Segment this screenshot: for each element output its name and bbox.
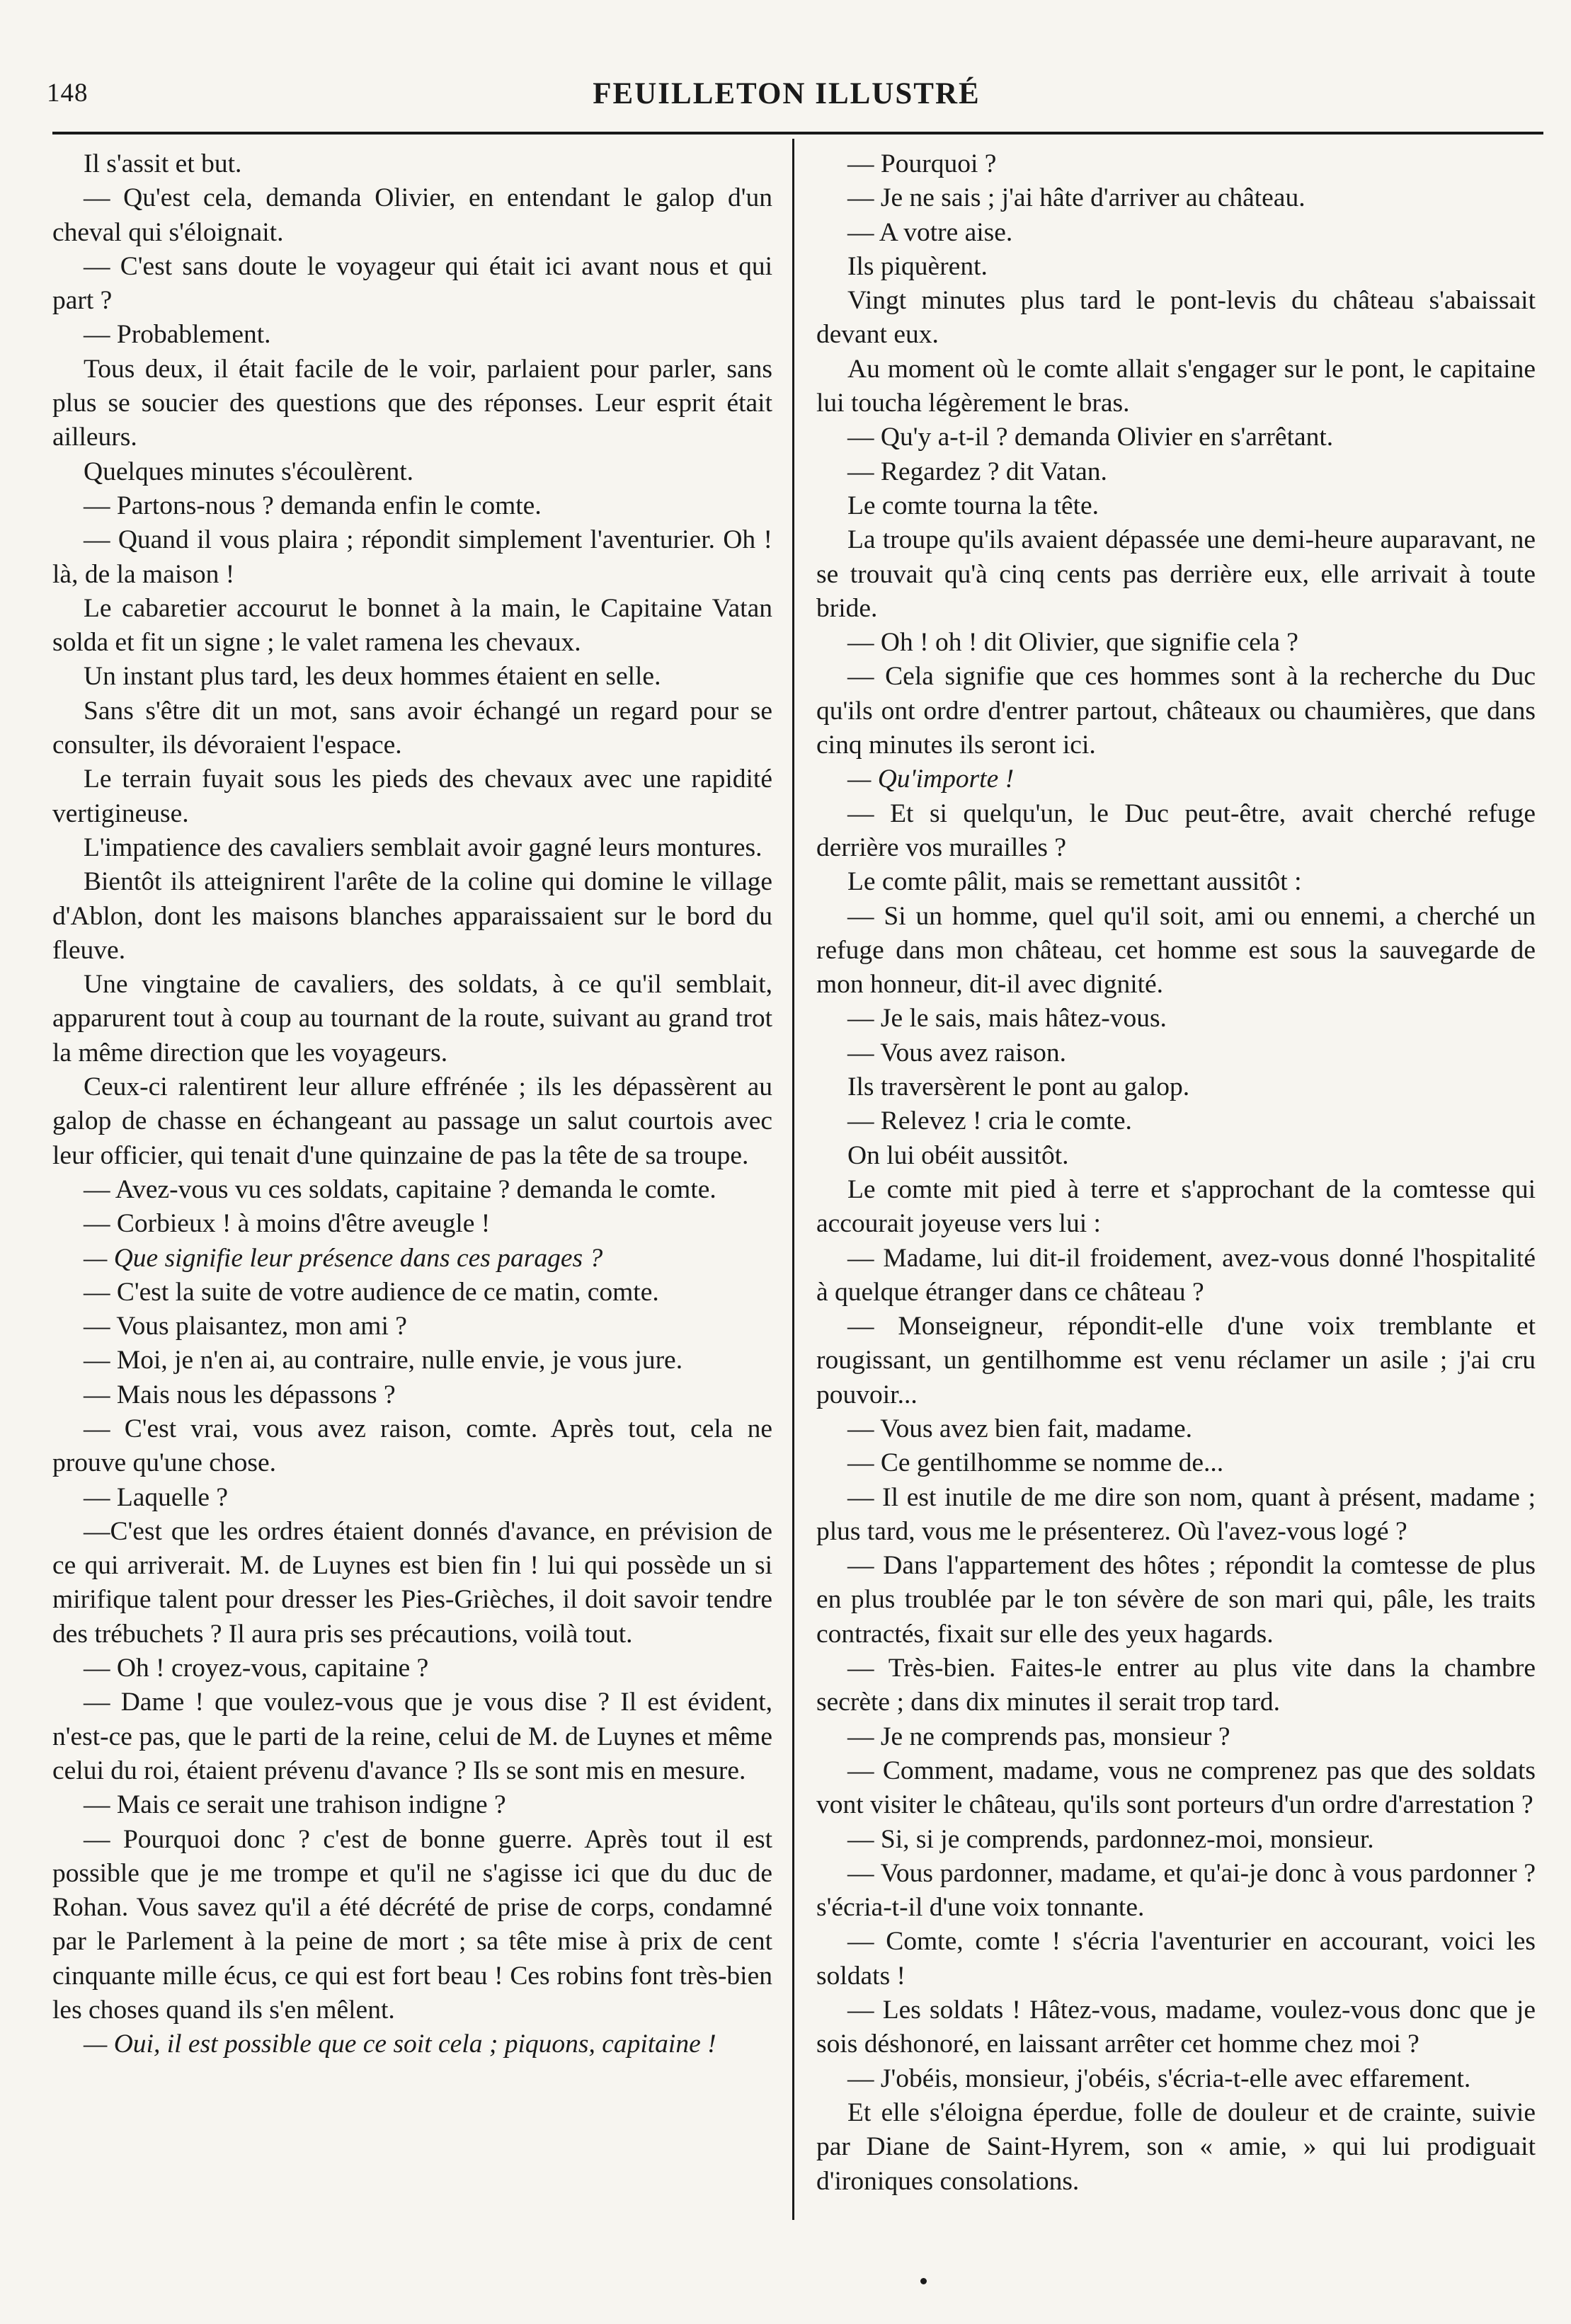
paragraph: Une vingtaine de cavaliers, des soldats, à ce qu'il semblait, apparurent tout à coup au tournant de la route, suivant au grand trot la même direction que les voyageurs.: [52, 970, 772, 1067]
paragraph: Le comte mit pied à terre et s'approchant de la comtesse qui accourait joyeuse vers lui :: [816, 1174, 1536, 1239]
paragraph: — Dans l'appartement des hôtes ; répondit la comtesse de plus en plus troublée par le ton sévère de son mari qui, pâle, les traits contractés, fixait sur elle des yeux hagards.: [816, 1551, 1536, 1649]
paragraph: — C'est vrai, vous avez raison, comte. Après tout, cela ne prouve qu'une chose.: [52, 1414, 772, 1478]
paragraph: Et elle s'éloigna éperdue, folle de douleur et de crainte, suivie par Diane de Saint-Hyrem, son « amie, » qui lui prodiguait d'ironiques consolations.: [816, 2097, 1536, 2196]
paragraph: — Il est inutile de me dire son nom, quant à présent, madame ; plus tard, vous me le présenterez. Où l'avez-vous logé ?: [816, 1482, 1536, 1546]
paragraph: — Partons-nous ? demanda enfin le comte.: [84, 491, 542, 520]
paragraph: — Madame, lui dit-il froidement, avez-vous donné l'hospitalité à quelque étranger dans ce château ?: [816, 1243, 1536, 1307]
paragraph: — Comte, comte ! s'écria l'aventurier en accourant, voici les soldats !: [816, 1927, 1536, 1991]
paragraph: — Monseigneur, répondit-elle d'une voix tremblante et rougissant, un gentilhomme est venu réclamer un asile ; j'ai cru pouvoir...: [816, 1312, 1536, 1409]
paragraph: — Dame ! que voulez-vous que je vous dise ? Il est évident, n'est-ce pas, que le parti de la reine, celui de M. de Luynes et même celui du roi, étaient prévenu d'avance ? Ils se sont mis en mesure.: [52, 1688, 772, 1785]
ornament-dot: [920, 2278, 927, 2284]
paragraph: — Pourquoi donc ? c'est de bonne guerre. Après tout il est possible que je me trompe et qu'il ne s'agisse ici que du duc de Rohan. Vous savez qu'il a été décrété de prise de corps, condamné par le Parlement à la peine de mort ; sa tête mise à prix de cent cinquante mille écus, ce qui est fort beau ! Ces robins font très-bien les choses quand ils s'en mêlent.: [52, 1824, 772, 2025]
page-number: 148: [47, 79, 88, 108]
paragraph: — Quand il vous plaira ; répondit simplement l'aventurier. Oh ! là, de la maison !: [52, 525, 772, 589]
paragraph: La troupe qu'ils avaient dépassée une demi-heure auparavant, ne se trouvait qu'à cinq cents pas derrière eux, elle arrivait à toute bride.: [816, 525, 1536, 623]
paragraph: Le comte tourna la tête.: [847, 491, 1099, 520]
column-divider: [792, 139, 794, 2220]
paragraph: On lui obéit aussitôt.: [847, 1140, 1069, 1170]
paragraph: —C'est que les ordres étaient donnés d'avance, en prévision de ce qui arriverait. M. de Luynes est bien fin ! lui qui possède un si mirifique talent pour dresser les Pies-Grièches, il doit savoir tendre des trébuchets ? Il aura pris ses précautions, voilà tout.: [52, 1516, 772, 1649]
paragraph: Bientôt ils atteignirent l'arête de la coline qui domine le village d'Ablon, dont les maisons blanches apparaissaient sur le bord du fleuve.: [52, 867, 772, 965]
paragraph: — Vous pardonner, madame, et qu'ai-je donc à vous pardonner ? s'écria-t-il d'une voix tonnante.: [816, 1858, 1536, 1923]
paragraph: Il s'assit et but.: [84, 149, 242, 178]
paragraph: Ceux-ci ralentirent leur allure effrénée ; ils les dépassèrent au galop de chasse en échangeant au passage un salut courtois avec leur officier, qui tenait d'une quinzaine de pas la tête de sa troupe.: [52, 1072, 772, 1170]
paragraph: — A votre aise.: [847, 217, 1013, 247]
paragraph: — Comment, madame, vous ne comprenez pas que des soldats vont visiter le château, qu'ils sont porteurs d'un ordre d'arrestation ?: [816, 1756, 1536, 1820]
paragraph: — Moi, je n'en ai, au contraire, nulle envie, je vous jure.: [84, 1346, 683, 1375]
paragraph: Au moment où le comte allait s'engager sur le pont, le capitaine lui toucha légèrement le bras.: [816, 354, 1536, 418]
paragraph: — Oui, il est possible que ce soit cela ; piquons, capitaine !: [84, 2030, 716, 2059]
paragraph: — Que signifie leur présence dans ces parages ?: [84, 1243, 603, 1273]
paragraph: — Regardez ? dit Vatan.: [847, 457, 1107, 486]
paragraph: — Très-bien. Faites-le entrer au plus vite dans la chambre secrète ; dans dix minutes il serait trop tard.: [816, 1654, 1536, 1717]
paragraph: — Oh ! croyez-vous, capitaine ?: [84, 1654, 429, 1683]
paragraph: — Laquelle ?: [84, 1482, 229, 1512]
paragraph: — Qu'est cela, demanda Olivier, en entendant le galop d'un cheval qui s'éloignait.: [52, 183, 772, 247]
paragraph: — Qu'y a-t-il ? demanda Olivier en s'arrêtant.: [847, 423, 1334, 452]
paragraph: L'impatience des cavaliers semblait avoir gagné leurs montures.: [84, 832, 762, 862]
paragraph: — Vous avez raison.: [847, 1038, 1066, 1067]
paragraph: Ils piquèrent.: [847, 251, 988, 281]
paragraph: — Pourquoi ?: [847, 149, 997, 178]
right-column: [816, 147, 1536, 2199]
paragraph: — C'est la suite de votre audience de ce matin, comte.: [84, 1277, 659, 1307]
paragraph: Le terrain fuyait sous les pieds des chevaux avec une rapidité vertigineuse.: [52, 765, 772, 828]
paragraph: Tous deux, il était facile de le voir, parlaient pour parler, sans plus se soucier des questions que des réponses. Leur esprit était ailleurs.: [52, 354, 772, 452]
paragraph: — Je ne sais ; j'ai hâte d'arriver au château.: [847, 183, 1306, 213]
paragraph: Sans s'être dit un mot, sans avoir échangé un regard pour se consulter, ils dévoraient l'espace.: [52, 696, 772, 760]
paragraph: — Avez-vous vu ces soldats, capitaine ? demanda le comte.: [84, 1174, 716, 1204]
paragraph: — Et si quelqu'un, le Duc peut-être, avait cherché refuge derrière vos murailles ?: [816, 798, 1536, 862]
paragraph: — J'obéis, monsieur, j'obéis, s'écria-t-elle avec effarement.: [847, 2063, 1471, 2093]
paragraph: — Ce gentilhomme se nomme de...: [847, 1448, 1224, 1478]
paragraph: — Corbieux ! à moins d'être aveugle !: [84, 1209, 491, 1239]
paragraph: — Je le sais, mais hâtez-vous.: [847, 1004, 1167, 1034]
paragraph: — Qu'importe !: [847, 765, 1015, 794]
paragraph: Quelques minutes s'écoulèrent.: [84, 457, 414, 486]
paragraph: — Si, si je comprends, pardonnez-moi, monsieur.: [847, 1824, 1374, 1854]
paragraph: — C'est sans doute le voyageur qui était ici avant nous et qui part ?: [52, 251, 772, 316]
paragraph: — Oh ! oh ! dit Olivier, que signifie cela ?: [847, 628, 1298, 658]
paragraph: Vingt minutes plus tard le pont-levis du château s'abaissait devant eux.: [816, 286, 1536, 350]
paragraph: — Vous plaisantez, mon ami ?: [84, 1312, 407, 1341]
paragraph: Le cabaretier accourut le bonnet à la main, le Capitaine Vatan solda et fit un signe ; le valet ramena les chevaux.: [52, 593, 772, 658]
paragraph: — Probablement.: [84, 320, 271, 350]
page-header: [47, 74, 1526, 123]
paragraph: — Mais nous les dépassons ?: [84, 1380, 396, 1409]
paragraph: — Si un homme, quel qu'il soit, ami ou ennemi, a cherché un refuge dans mon château, cet homme est sous la sauvegarde de mon honneur, dit-il avec dignité.: [816, 901, 1536, 1000]
paragraph: — Relevez ! cria le comte.: [847, 1106, 1132, 1136]
running-title: FEUILLETON ILLUSTRÉ: [593, 77, 981, 110]
paragraph: Un instant plus tard, les deux hommes étaient en selle.: [84, 662, 661, 692]
paragraph: — Je ne comprends pas, monsieur ?: [847, 1722, 1230, 1751]
left-column: [52, 147, 772, 2062]
paragraph: — Cela signifie que ces hommes sont à la recherche du Duc qu'ils ont ordre d'entrer partout, châteaux ou chaumières, que dans cinq minutes ils seront ici.: [816, 662, 1536, 760]
paragraph: Le comte pâlit, mais se remettant aussitôt :: [847, 867, 1302, 897]
header-rule: [52, 132, 1543, 134]
paragraph: — Les soldats ! Hâtez-vous, madame, voulez-vous donc que je sois déshonoré, en laissant arrêter cet homme chez moi ?: [816, 1996, 1536, 2059]
paragraph: — Vous avez bien fait, madame.: [847, 1414, 1193, 1443]
paragraph: — Mais ce serait une trahison indigne ?: [84, 1790, 506, 1820]
paragraph: Ils traversèrent le pont au galop.: [847, 1072, 1190, 1102]
